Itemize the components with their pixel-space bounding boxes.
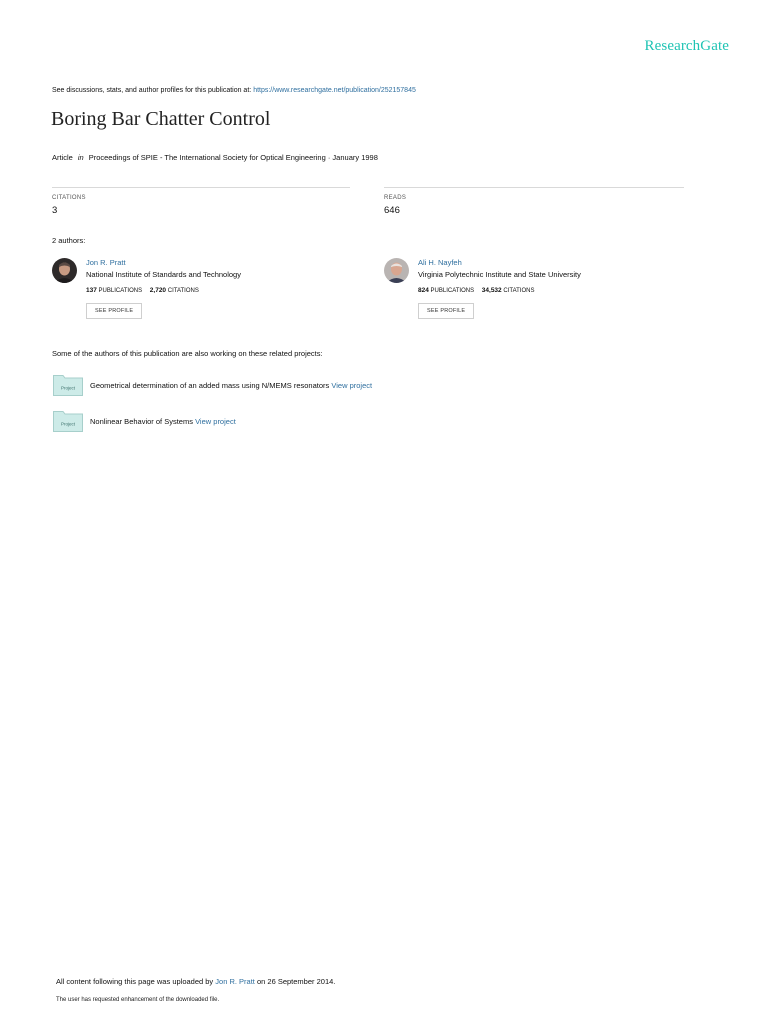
citations-value: 3 <box>52 205 58 216</box>
related-projects-heading: Some of the authors of this publication are also working on these related projects: <box>52 349 323 358</box>
discussion-line <box>52 87 416 94</box>
author-stats-pratt <box>86 287 199 294</box>
upload-info <box>56 977 335 986</box>
publications-label: PUBLICATIONS <box>430 288 475 294</box>
enhancement-note: The user has requested enhancement of the downloaded file. <box>56 997 220 1003</box>
see-profile-button-nayfeh[interactable]: SEE PROFILE <box>418 303 474 319</box>
author-avatar-pratt[interactable] <box>52 258 77 283</box>
project-title: Nonlinear Behavior of Systems <box>90 417 193 426</box>
publication-type: Article <box>52 153 73 162</box>
project-icon-label: Project <box>60 385 76 391</box>
publications-label: PUBLICATIONS <box>98 288 143 294</box>
view-project-link[interactable]: View project <box>195 417 236 426</box>
project-title: Geometrical determination of an added mass using N/MEMS resonators <box>90 381 330 390</box>
reads-value: 646 <box>384 205 400 216</box>
author-stats-nayfeh <box>418 287 534 294</box>
author-institution-pratt: National Institute of Standards and Technology <box>86 270 241 279</box>
project-item-1 <box>90 381 372 390</box>
citations-count: 34,532 <box>481 287 502 294</box>
project-folder-icon <box>53 374 83 396</box>
citations-label: CITATIONS <box>167 288 199 294</box>
citations-divider <box>52 187 350 188</box>
in-word: in <box>77 153 84 162</box>
author-name-nayfeh[interactable]: Ali H. Nayfeh <box>418 258 462 267</box>
publication-title: Boring Bar Chatter Control <box>51 108 271 130</box>
reads-divider <box>384 187 684 188</box>
author-institution-nayfeh: Virginia Polytechnic Institute and State University <box>418 270 581 279</box>
publication-url-link[interactable]: https://www.researchgate.net/publication/252157845 <box>253 87 416 94</box>
citations-count: 2,720 <box>149 287 167 294</box>
citations-label: CITATIONS <box>503 288 535 294</box>
uploader-link[interactable]: Jon R. Pratt <box>215 977 255 986</box>
researchgate-logo[interactable]: ResearchGate <box>644 38 729 54</box>
author-avatar-nayfeh[interactable] <box>384 258 409 283</box>
author-name-pratt[interactable]: Jon R. Pratt <box>86 258 126 267</box>
project-icon-label: Project <box>60 421 76 427</box>
publications-count: 824 <box>418 287 429 294</box>
upload-prefix: All content following this page was uploaded by <box>56 977 214 986</box>
project-item-2 <box>90 417 236 426</box>
project-folder-icon <box>53 410 83 432</box>
view-project-link[interactable]: View project <box>331 381 373 390</box>
authors-heading: 2 authors: <box>52 236 86 245</box>
publication-venue: Proceedings of SPIE - The International Society for Optical Engineering · January 1998 <box>88 153 378 162</box>
publication-meta <box>52 153 378 162</box>
discussion-prefix: See discussions, stats, and author profiles for this publication at: <box>52 87 252 94</box>
citations-label: CITATIONS <box>52 195 86 201</box>
reads-label: READS <box>384 195 407 201</box>
publications-count: 137 <box>86 287 97 294</box>
upload-date: on 26 September 2014. <box>256 977 336 986</box>
see-profile-button-pratt[interactable]: SEE PROFILE <box>86 303 142 319</box>
